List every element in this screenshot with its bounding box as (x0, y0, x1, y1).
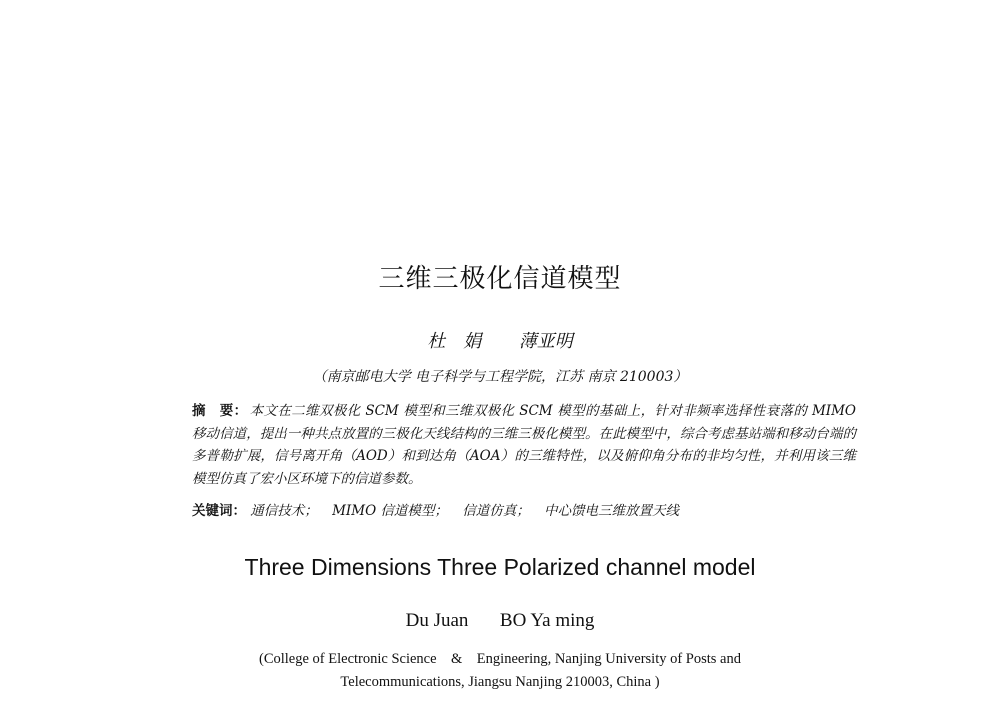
authors-cn (0, 327, 1000, 353)
affiliation-cn: （南京邮电大学 电子科学与工程学院，江苏 南京 210003） (312, 369, 688, 385)
paper-title-cn: 三维三极化信道模型 (378, 264, 622, 294)
author-en-2: BO Ya ming (499, 610, 595, 631)
author-en-1: Du Juan (405, 610, 469, 631)
keyword-cn-1: 通信技术； (250, 503, 318, 519)
author-cn-2: 薄亚明 (518, 331, 573, 352)
keyword-cn-3: 信道仿真； (462, 503, 530, 519)
keywords-label-cn: 关键词： (192, 503, 246, 519)
abstract-label-cn: 摘 要： (192, 403, 248, 419)
keyword-cn-4: 中心馈电三维放置天线 (544, 503, 680, 519)
affiliation-en-line-1: (College of Electronic Science & Engineering, Nanjing University of Posts and (258, 651, 741, 667)
keywords-cn (192, 500, 856, 522)
affiliation-en-line-2: Telecommunications, Jiangsu Nanjing 210003, China ) (340, 674, 660, 690)
keyword-cn-2: MIMO 信道模型； (332, 503, 448, 519)
abstract-cn (192, 400, 856, 490)
authors-en (0, 610, 1000, 632)
abstract-text-cn: 本文在二维双极化 SCM 模型和三维双极化 SCM 模型的基础上，针对非频率选择性衰落的 MIMO 移动信道，提出一种共点放置的三极化天线结构的三维三极化模型。在此模型中，综合考虑基站端和移动台端的多普勒扩展，信号离开角（AOD）和到达角（AOA）的三维特性，以及俯仰角分布的非均匀性，并利用该三维模型仿真了宏小区环境下的信道参数。 (192, 403, 857, 487)
paper-title-en: Three Dimensions Three Polarized channel model (244, 554, 756, 580)
affiliation-en (0, 648, 1000, 694)
author-cn-1: 杜 娟 (427, 331, 482, 352)
